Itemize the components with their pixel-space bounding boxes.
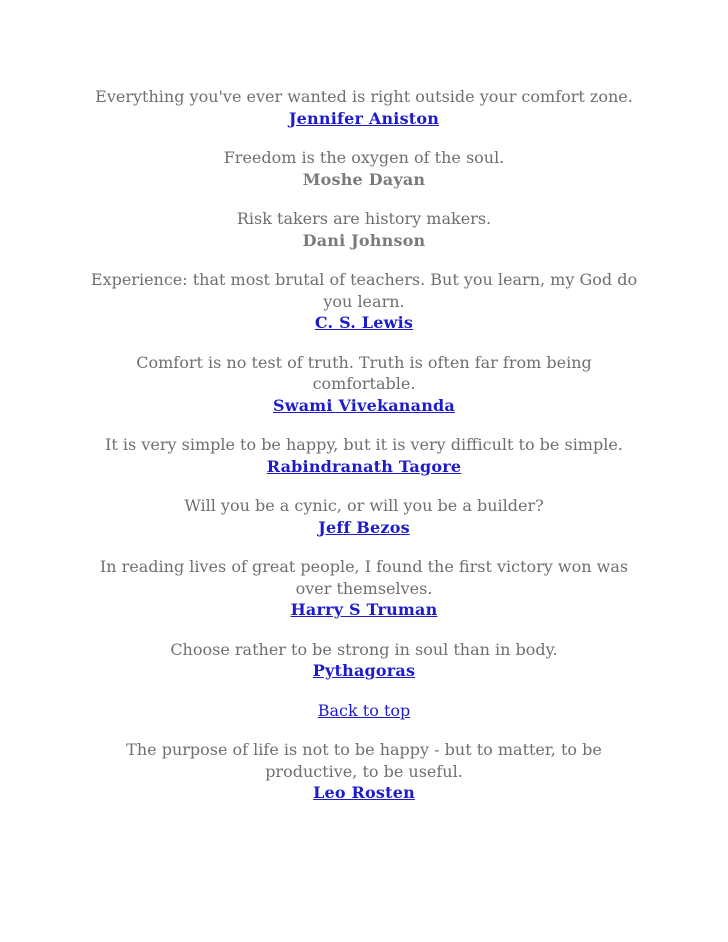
quote-text: Everything you've ever wanted is right outside your comfort zone.: [95, 87, 633, 106]
author-link[interactable]: Harry S Truman: [290, 600, 438, 619]
author-link[interactable]: Rabindranath Tagore: [266, 456, 462, 476]
quote-text: Will you be a cynic, or will you be a builder?: [184, 496, 544, 515]
quote-text: Freedom is the oxygen of the soul.: [223, 148, 505, 167]
author-name: Moshe Dayan: [302, 169, 426, 189]
quote-entry: [84, 495, 644, 538]
author-link[interactable]: Leo Rosten: [313, 783, 415, 802]
author-link[interactable]: C. S. Lewis: [314, 313, 414, 332]
quote-entry: [84, 208, 644, 251]
author-link[interactable]: Jeff Bezos: [318, 517, 410, 537]
quote-entry: [84, 739, 644, 804]
quote-text: It is very simple to be happy, but it is very difficult to be simple.: [105, 435, 623, 454]
quote-entry: [84, 434, 644, 477]
author-link[interactable]: Jennifer Aniston: [288, 108, 440, 128]
author-link[interactable]: Pythagoras: [312, 661, 416, 680]
quote-text: Risk takers are history makers.: [236, 209, 492, 228]
quote-entry: [84, 269, 644, 334]
quote-entry: [84, 639, 644, 682]
quote-text: Choose rather to be strong in soul than in body.: [170, 639, 558, 659]
back-to-top-link[interactable]: Back to top: [317, 700, 411, 720]
author-name: Dani Johnson: [302, 230, 426, 250]
quote-text: Experience: that most brutal of teachers. But you learn, my God do you learn.: [90, 270, 638, 311]
quote-text: In reading lives of great people, I found the first victory won was over themselves.: [99, 557, 629, 598]
quote-entry: [84, 352, 644, 417]
quote-entry: [84, 86, 644, 129]
quote-entry: [84, 556, 644, 621]
quote-text: Comfort is no test of truth. Truth is often far from being comfortable.: [136, 352, 592, 393]
quote-text: The purpose of life is not to be happy - but to matter, to be productive, to be useful.: [126, 740, 602, 781]
author-link[interactable]: Swami Vivekananda: [272, 395, 455, 415]
quotes-page: [84, 86, 644, 822]
quote-entry: [84, 147, 644, 190]
